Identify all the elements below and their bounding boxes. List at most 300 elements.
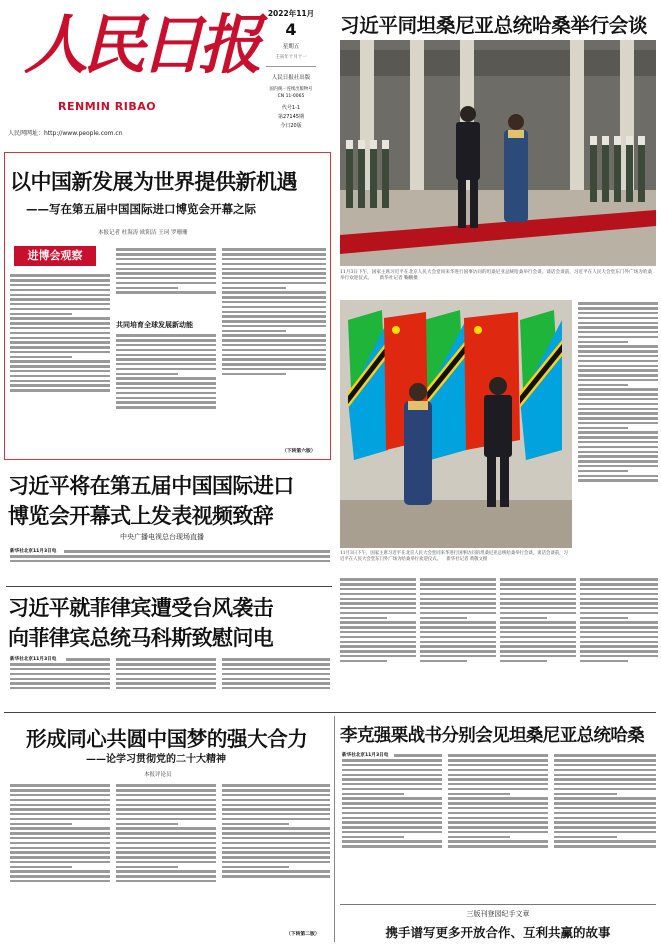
text-line bbox=[342, 802, 442, 804]
text-line bbox=[340, 607, 416, 609]
text-line bbox=[116, 658, 216, 660]
text-line bbox=[10, 327, 110, 329]
text-line bbox=[554, 821, 656, 823]
text-line bbox=[116, 373, 178, 375]
text-line bbox=[116, 789, 216, 791]
text-line bbox=[116, 392, 216, 394]
feature-col-2 bbox=[116, 246, 216, 324]
text-line bbox=[342, 764, 442, 766]
text-line bbox=[580, 588, 658, 590]
text-line bbox=[10, 837, 110, 839]
welcome-ceremony-illustration bbox=[340, 40, 656, 266]
text-line bbox=[10, 370, 110, 372]
text-line bbox=[554, 769, 656, 771]
text-line bbox=[500, 636, 576, 638]
text-line bbox=[116, 358, 216, 360]
text-line bbox=[10, 356, 72, 358]
flag-meeting-illustration bbox=[340, 300, 572, 548]
text-line bbox=[10, 832, 110, 834]
story4-byline: 本报评论员 bbox=[144, 772, 172, 778]
text-line bbox=[448, 845, 548, 847]
divider-bottom bbox=[4, 712, 656, 713]
text-line bbox=[420, 645, 496, 647]
text-line bbox=[222, 358, 326, 360]
text-line bbox=[580, 602, 658, 604]
text-line bbox=[340, 578, 416, 580]
text-line bbox=[448, 778, 548, 780]
masthead-logo: 人民日报 bbox=[24, 8, 256, 83]
date-day: 4 bbox=[285, 20, 297, 39]
text-line bbox=[222, 263, 326, 265]
text-line bbox=[580, 598, 658, 600]
top-headline[interactable]: 习近平同坦桑尼亚总统哈桑举行会谈 bbox=[340, 14, 648, 37]
text-line bbox=[116, 870, 216, 872]
text-line bbox=[10, 668, 110, 670]
text-line bbox=[448, 817, 548, 819]
text-line bbox=[222, 856, 330, 858]
text-line bbox=[222, 673, 330, 675]
text-line bbox=[116, 401, 216, 403]
text-line bbox=[578, 393, 658, 395]
story4-title[interactable]: 形成同心共圆中国梦的强大合力 bbox=[26, 727, 308, 751]
text-line bbox=[580, 660, 628, 662]
text-line bbox=[10, 861, 110, 863]
cn-code: CN 11-0065 bbox=[277, 94, 305, 99]
text-line bbox=[222, 866, 289, 868]
text-line bbox=[116, 397, 216, 399]
text-line bbox=[580, 621, 658, 623]
text-line bbox=[10, 789, 110, 791]
text-line bbox=[580, 607, 658, 609]
text-line bbox=[340, 612, 416, 614]
text-line bbox=[420, 631, 496, 633]
text-line bbox=[342, 783, 442, 785]
text-line bbox=[10, 866, 72, 868]
text-line bbox=[578, 475, 658, 477]
issue-code: 代号1-1 bbox=[281, 105, 301, 111]
text-line bbox=[116, 875, 216, 877]
flag-caption-text: 11月3日下午，国家主席习近平在北京人民大会堂同来华进行国事访问的坦桑尼亚总统哈桑举行会谈。谈话会谈前，习近平在人民大会堂东门外广场为哈桑举行欢迎仪式。 bbox=[340, 551, 568, 563]
text-line bbox=[578, 345, 658, 347]
text-line bbox=[222, 349, 326, 351]
text-line bbox=[10, 317, 110, 319]
text-line bbox=[10, 818, 110, 820]
text-line bbox=[578, 441, 658, 443]
story6-kicker: 三版刊登园纪手文章 bbox=[466, 910, 530, 918]
text-line bbox=[10, 813, 110, 815]
text-line bbox=[116, 349, 216, 351]
text-line bbox=[116, 851, 216, 853]
text-line bbox=[580, 583, 658, 585]
text-line bbox=[500, 578, 576, 580]
text-line bbox=[420, 602, 496, 604]
text-line bbox=[420, 612, 496, 614]
text-line bbox=[578, 436, 658, 438]
text-line bbox=[500, 655, 576, 657]
text-line bbox=[500, 593, 576, 595]
text-line bbox=[116, 334, 216, 336]
text-line bbox=[10, 294, 110, 296]
feature-subtitle: ——写在第五届中国国际进口博览会开幕之际 bbox=[26, 202, 256, 216]
text-line bbox=[500, 588, 576, 590]
text-line bbox=[222, 258, 326, 260]
text-line bbox=[554, 793, 617, 795]
text-line bbox=[578, 312, 658, 314]
text-line bbox=[500, 621, 576, 623]
text-line bbox=[420, 607, 496, 609]
text-line bbox=[116, 847, 216, 849]
text-line bbox=[578, 403, 658, 405]
text-line bbox=[10, 842, 110, 844]
text-line bbox=[222, 837, 330, 839]
text-line bbox=[10, 851, 110, 853]
story3-title-line2[interactable]: 向菲律宾总统马科斯致慰问电 bbox=[8, 626, 274, 650]
flag-meeting-photo[interactable] bbox=[340, 300, 572, 548]
text-line bbox=[222, 847, 330, 849]
column-divider bbox=[334, 716, 335, 942]
story5-title[interactable]: 李克强栗战书分别会见坦桑尼亚总统哈桑 bbox=[340, 726, 645, 746]
text-line bbox=[116, 668, 216, 670]
story2-dateline: 新华社北京11月3日电 bbox=[10, 549, 57, 554]
text-line bbox=[10, 322, 110, 324]
text-line bbox=[116, 818, 216, 820]
text-line bbox=[222, 808, 330, 810]
flag-photo-caption bbox=[340, 551, 572, 564]
text-line bbox=[420, 621, 496, 623]
text-line bbox=[116, 387, 216, 389]
text-line bbox=[500, 617, 547, 619]
date-weekday: 星期五 bbox=[282, 44, 300, 50]
text-line bbox=[342, 831, 442, 833]
text-line bbox=[10, 274, 110, 276]
text-line bbox=[448, 797, 548, 799]
text-line bbox=[10, 678, 110, 680]
text-line bbox=[222, 827, 330, 829]
text-line bbox=[222, 794, 330, 796]
text-line bbox=[500, 583, 576, 585]
text-line bbox=[10, 794, 110, 796]
text-line bbox=[580, 612, 658, 614]
text-line bbox=[10, 375, 110, 377]
text-line bbox=[10, 804, 110, 806]
text-line bbox=[116, 880, 216, 882]
text-line bbox=[116, 406, 216, 408]
text-line bbox=[578, 360, 658, 362]
story6-title: 携手谱写更多开放合作、互利共赢的故事 bbox=[385, 925, 611, 940]
text-line bbox=[340, 617, 387, 619]
text-line bbox=[578, 479, 658, 481]
text-line bbox=[10, 380, 110, 382]
text-line bbox=[116, 258, 216, 260]
text-line bbox=[500, 631, 576, 633]
text-line bbox=[578, 355, 658, 357]
text-line bbox=[116, 291, 216, 293]
text-line bbox=[116, 799, 216, 801]
text-line bbox=[116, 663, 216, 665]
text-line bbox=[420, 617, 467, 619]
story4-col-3 bbox=[222, 782, 330, 928]
text-line bbox=[10, 384, 110, 386]
text-line bbox=[342, 774, 442, 776]
date-year-month: 2022年11月 bbox=[267, 9, 315, 18]
text-line bbox=[340, 641, 416, 643]
story4-continued: （下转第二版） bbox=[286, 932, 320, 937]
text-line bbox=[10, 308, 110, 310]
text-line bbox=[554, 759, 656, 761]
text-line bbox=[340, 660, 387, 662]
feature-col-1 bbox=[10, 272, 110, 452]
text-line bbox=[578, 336, 658, 338]
text-line bbox=[222, 344, 326, 346]
text-line bbox=[578, 365, 658, 367]
text-line bbox=[448, 754, 548, 756]
text-line bbox=[222, 804, 330, 806]
text-line bbox=[222, 268, 326, 270]
text-line bbox=[578, 322, 658, 324]
date-panel bbox=[260, 8, 322, 143]
text-line bbox=[116, 363, 216, 365]
feature-tag[interactable]: 进博会观察 bbox=[14, 246, 96, 266]
text-line bbox=[116, 263, 216, 265]
text-line bbox=[116, 794, 216, 796]
text-line bbox=[342, 826, 442, 828]
text-line bbox=[580, 655, 658, 657]
text-line bbox=[578, 412, 658, 414]
welcome-caption-credit: 新华社记者 鞠鹏摄 bbox=[379, 276, 418, 282]
text-line bbox=[340, 631, 416, 633]
text-line bbox=[222, 306, 326, 308]
cn-number-label: 国内统一连续出版物号 bbox=[269, 87, 313, 92]
publisher: 人民日报社出版 bbox=[271, 75, 311, 81]
text-line bbox=[340, 598, 416, 600]
story3-col-1 bbox=[10, 656, 110, 708]
text-line bbox=[420, 578, 496, 580]
text-line bbox=[10, 351, 110, 353]
text-line bbox=[554, 826, 656, 828]
masthead-website[interactable]: 人民网网址：http://www.people.com.cn bbox=[8, 130, 123, 137]
text-line bbox=[222, 823, 289, 825]
text-line bbox=[554, 840, 656, 842]
text-line bbox=[10, 870, 110, 872]
text-line bbox=[116, 784, 216, 786]
text-line bbox=[222, 875, 330, 877]
text-line bbox=[10, 289, 110, 291]
text-line bbox=[340, 650, 416, 652]
text-line bbox=[342, 812, 442, 814]
text-line bbox=[420, 655, 496, 657]
talks-text-block-far bbox=[580, 576, 658, 710]
text-line bbox=[222, 368, 326, 370]
text-line bbox=[116, 253, 216, 255]
text-line bbox=[222, 789, 330, 791]
text-line bbox=[116, 861, 216, 863]
text-line bbox=[578, 427, 628, 429]
text-line bbox=[580, 626, 658, 628]
text-line bbox=[222, 784, 330, 786]
text-line bbox=[554, 831, 656, 833]
feature-byline: 本报记者 杜海涛 欧阳洁 王珂 罗珊珊 bbox=[98, 230, 188, 236]
text-line bbox=[116, 682, 216, 684]
text-line bbox=[578, 374, 658, 376]
text-line bbox=[10, 687, 110, 689]
text-line bbox=[116, 804, 216, 806]
text-line bbox=[116, 866, 178, 868]
text-line bbox=[222, 851, 330, 853]
text-line bbox=[10, 365, 110, 367]
text-line bbox=[116, 272, 216, 274]
text-line bbox=[578, 455, 658, 457]
text-line bbox=[578, 302, 658, 304]
text-line bbox=[554, 802, 656, 804]
text-line bbox=[222, 363, 326, 365]
text-line bbox=[10, 555, 330, 557]
text-line bbox=[222, 818, 330, 820]
text-line bbox=[420, 636, 496, 638]
text-line bbox=[10, 337, 110, 339]
text-line bbox=[448, 788, 548, 790]
text-line bbox=[116, 354, 216, 356]
text-line bbox=[10, 313, 72, 315]
text-line bbox=[342, 845, 442, 847]
text-line bbox=[222, 668, 330, 670]
text-line bbox=[580, 650, 658, 652]
text-line bbox=[10, 303, 110, 305]
text-line bbox=[116, 687, 216, 689]
story6-box[interactable] bbox=[340, 904, 656, 942]
text-line bbox=[342, 759, 442, 761]
story3-col-3 bbox=[222, 656, 330, 708]
story4-col-1 bbox=[10, 782, 110, 938]
story4-subtitle: ——论学习贯彻党的二十大精神 bbox=[86, 754, 226, 765]
text-line bbox=[342, 797, 442, 799]
story5-dateline: 新华社北京11月3日电 bbox=[342, 753, 389, 758]
text-line bbox=[500, 650, 576, 652]
masthead-pinyin: RENMIN RIBAO bbox=[58, 100, 157, 113]
text-line bbox=[116, 344, 216, 346]
text-line bbox=[10, 875, 110, 877]
text-line bbox=[342, 788, 442, 790]
welcome-photo-caption bbox=[340, 270, 656, 283]
text-line bbox=[10, 784, 110, 786]
text-line bbox=[578, 451, 658, 453]
text-line bbox=[578, 326, 658, 328]
story2-title-line1[interactable]: 习近平将在第五届中国国际进口 bbox=[8, 474, 294, 498]
feature-col-2b bbox=[116, 332, 216, 452]
text-line bbox=[340, 602, 416, 604]
text-line bbox=[580, 631, 658, 633]
text-line bbox=[554, 778, 656, 780]
divider-story3 bbox=[6, 586, 332, 587]
text-line bbox=[420, 626, 496, 628]
text-line bbox=[222, 373, 286, 375]
text-line bbox=[64, 550, 330, 552]
story3-title-line1[interactable]: 习近平就菲律宾遭受台风袭击 bbox=[8, 596, 274, 620]
text-line bbox=[554, 764, 656, 766]
text-line bbox=[578, 317, 658, 319]
text-line bbox=[342, 840, 442, 842]
text-line bbox=[448, 774, 548, 776]
text-line bbox=[222, 354, 326, 356]
talks-text-block-right bbox=[500, 576, 576, 710]
story5-col-1 bbox=[342, 752, 442, 900]
text-line bbox=[116, 282, 216, 284]
text-line bbox=[448, 769, 548, 771]
text-line bbox=[578, 465, 658, 467]
text-line bbox=[116, 673, 216, 675]
text-line bbox=[116, 842, 216, 844]
story2-title-line2[interactable]: 博览会开幕式上发表视频致辞 bbox=[8, 504, 274, 528]
text-line bbox=[342, 817, 442, 819]
text-line bbox=[222, 870, 330, 872]
story4-col-2 bbox=[116, 782, 216, 938]
text-line bbox=[10, 360, 110, 362]
text-line bbox=[448, 836, 510, 838]
text-line bbox=[10, 673, 110, 675]
text-line bbox=[500, 602, 576, 604]
text-line bbox=[116, 377, 216, 379]
text-line bbox=[448, 821, 548, 823]
text-line bbox=[554, 836, 617, 838]
text-line bbox=[554, 845, 656, 847]
text-line bbox=[222, 832, 330, 834]
text-line bbox=[578, 417, 658, 419]
text-line bbox=[448, 812, 548, 814]
text-line bbox=[448, 840, 548, 842]
welcome-caption-text: 11月3日下午，国家主席习近平在北京人民大会堂同来华进行国事访问的坦桑尼亚总统哈桑举行会谈。谈话会谈前，习近平在人民大会堂东门外广场为哈桑举行欢迎仪式。 bbox=[340, 270, 652, 282]
text-line bbox=[340, 655, 416, 657]
text-line bbox=[340, 583, 416, 585]
text-line bbox=[448, 802, 548, 804]
text-line bbox=[554, 812, 656, 814]
text-line bbox=[448, 831, 548, 833]
text-line bbox=[10, 332, 110, 334]
text-line bbox=[342, 836, 404, 838]
text-line bbox=[448, 826, 548, 828]
text-line bbox=[420, 650, 496, 652]
welcome-ceremony-photo[interactable] bbox=[340, 40, 656, 266]
text-line bbox=[420, 588, 496, 590]
text-line bbox=[448, 759, 548, 761]
text-line bbox=[116, 268, 216, 270]
feature-title[interactable]: 以中国新发展为世界提供新机遇 bbox=[10, 170, 297, 194]
text-line bbox=[10, 682, 110, 684]
text-line bbox=[222, 277, 326, 279]
text-line bbox=[578, 431, 658, 433]
flag-caption-credit: 新华社记者 黄敬文摄 bbox=[446, 557, 488, 563]
text-line bbox=[222, 658, 330, 660]
text-line bbox=[116, 339, 216, 341]
text-line bbox=[578, 388, 658, 390]
text-line bbox=[578, 398, 658, 400]
text-line bbox=[10, 298, 110, 300]
text-line bbox=[578, 350, 658, 352]
text-line bbox=[222, 682, 330, 684]
text-line bbox=[222, 320, 326, 322]
text-line bbox=[500, 626, 576, 628]
text-line bbox=[340, 626, 416, 628]
text-line bbox=[578, 369, 658, 371]
story3-col-2 bbox=[116, 656, 216, 708]
text-line bbox=[116, 287, 178, 289]
text-line bbox=[500, 660, 547, 662]
text-line bbox=[10, 279, 110, 281]
text-line bbox=[222, 687, 330, 689]
text-line bbox=[420, 598, 496, 600]
text-line bbox=[578, 460, 658, 462]
text-line bbox=[578, 307, 658, 309]
text-line bbox=[500, 607, 576, 609]
text-line bbox=[10, 663, 110, 665]
